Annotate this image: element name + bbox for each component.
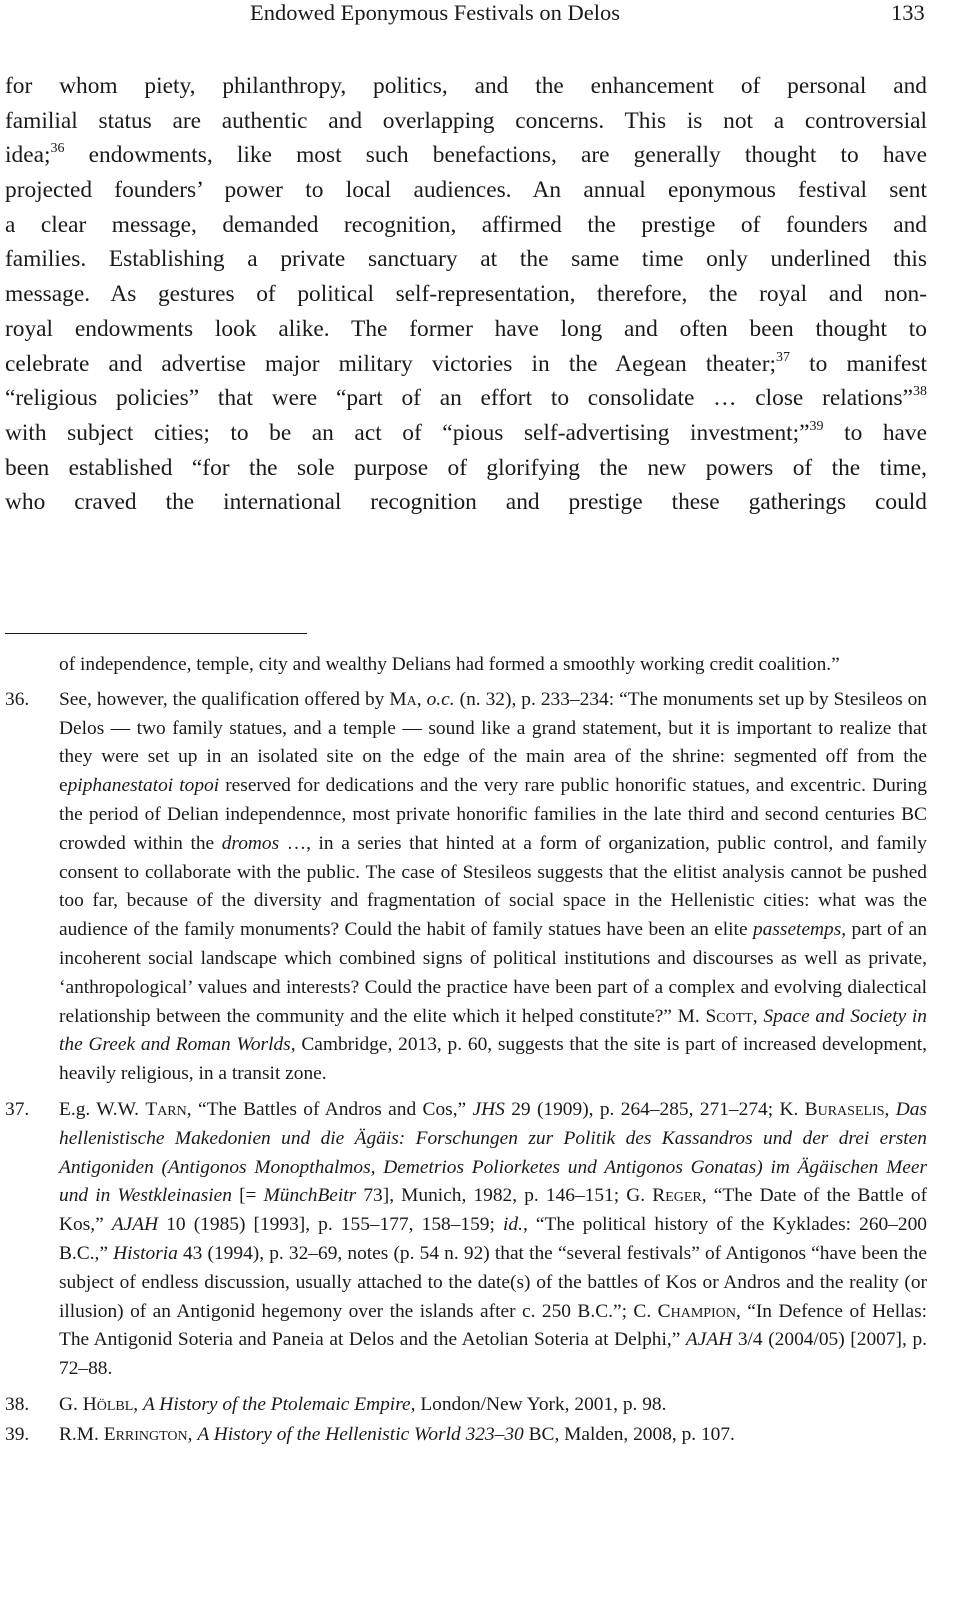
text-line: for whom piety, philanthropy, politics, and the enhancement of personal and bbox=[5, 73, 927, 99]
footnote-37: 37. E.g. W.W. Tarn, “The Battles of Andros and Cos,” JHS 29 (1909), p. 264–285, 271–274; K. Buraselis, Das hellenistische Makedonien und die Ägäis: Forschungen zur Politik des Kassandros und der drei ersten Antigoniden (Antigonos Monopthalmos, Demetrios Poliorketes und Antigonos Gonatas) im Ägäischen Meer und in Westkleinasien [= MünchBeitr 73], Munich, 1982, p. 146–151; G. Reger, “The Date of the Battle of Kos,” AJAH 10 (1985) [1993], p. 155–177, 158–159; id., “The political history of the Kyklades: 260–200 B.C.,” Historia 43 (1994), p. 32–69, notes (p. 54 n. 92) that the “several festivals” of Antigonos “have been the subject of endless discussion, usually attached to the date(s) of the battles of Kos or Andros and the reality (or illusion) of an Antigonid hegemony over the islands after c. 250 B.C.”; C. Champion, “In Defence of Hellas: The Antigonid Soteria and Paneia at Delos and the Aetolian Soteria at Delphi,” AJAH 3/4 (2004/05) [2007], p. 72–88. bbox=[5, 1096, 927, 1384]
text-line: royal endowments look alike. The former have long and often been thought to bbox=[5, 315, 927, 342]
text-line: familial status are authentic and overlapping concerns. This is not a controversial bbox=[5, 107, 927, 134]
footnote-number: 38. bbox=[5, 1393, 30, 1415]
text-line: a clear message, demanded recognition, affirmed the prestige of founders and bbox=[5, 211, 927, 238]
footnote-number: 36. bbox=[5, 688, 30, 710]
text-line: message. As gestures of political self-representation, therefore, the royal and non- bbox=[5, 281, 927, 308]
text-line: projected founders’ power to local audiences. An annual eponymous festival sent bbox=[5, 177, 927, 204]
text-line: celebrate and advertise major military victories in the Aegean theater;$^{37}$ to manifest bbox=[5, 349, 927, 377]
main-text bbox=[5, 69, 927, 520]
footnote-39: 39. R.M. Errington, A History of the Hellenistic World 323–30 BC, Malden, 2008, p. 107. bbox=[5, 1421, 927, 1450]
footnote-continuation: of independence, temple, city and wealthy Delians had formed a smoothly working credit coalition.” bbox=[59, 654, 840, 675]
footnote-ref: 36 bbox=[50, 141, 65, 157]
text-line: been established “for the sole purpose of glorifying the new powers of the time, bbox=[5, 454, 927, 481]
running-header bbox=[0, 0, 960, 26]
text-line: “religious policies” that were “part of an effort to consolidate … close relations”$^{38}$ bbox=[5, 384, 927, 412]
footnote-36: 36. See, however, the qualification offered by Ma, o.c. (n. 32), p. 233–234: “The monuments set up by Stesileos on Delos — two family statues, and a temple — sound like a grand statement, but it is important to realize that they were set up in an isolated site on the edge of the main area of the shrine: segmented off from the epiphanestatoi topoi reserved for dedications and the very rare public honorific statues, and excentric. During the period of Delian independennce, most private honorific families in the late third and second centuries BC crowded within the dromos …, in a series that hinted at a form of organization, public control, and family consent to collaborate with the public. The case of Stesileos suggests that the elitist analysis cannot be pushed too far, because of the diversity and fragmentation of social space in the Hellenistic cities: what was the audience of the family monuments? Could the habit of family statues have been an elite passetemps, part of an incoherent social landscape which combined signs of political institutions and discourses as well as private, ‘anthropological’ values and interests? Could the practice have been part of a complex and evolving dialectical relationship between the community and the elite which it helped constitute?” M. Scott, Space and Society in the Greek and Roman Worlds, Cambridge, 2013, p. 60, suggests that the site is part of increased development, heavily religious, in a transit zone. bbox=[5, 686, 927, 1089]
running-title: Endowed Eponymous Festivals on Delos bbox=[250, 0, 620, 25]
text-line: who craved the international recognition and prestige these gatherings could bbox=[5, 489, 927, 516]
text-line: idea;$^{36}$ endowments, like most such benefactions, are generally thought to have bbox=[5, 141, 927, 169]
footnotes bbox=[5, 651, 927, 1450]
page-number: 133 bbox=[891, 0, 925, 25]
footnote-38: 38. G. Hölbl, A History of the Ptolemaic Empire, London/New York, 2001, p. 98. bbox=[5, 1391, 927, 1420]
footnote-separator bbox=[5, 633, 307, 634]
footnote-ref: 37 bbox=[775, 349, 790, 365]
footnote-number: 37. bbox=[5, 1098, 30, 1120]
footnote-ref: 38 bbox=[913, 384, 927, 400]
footnote-number: 39. bbox=[5, 1423, 30, 1445]
footnote-ref: 39 bbox=[809, 418, 824, 434]
text-line: with subject cities; to be an act of “pious self-advertising investment;”$^{39}$ to have bbox=[5, 418, 928, 446]
text-line: families. Establishing a private sanctuary at the same time only underlined this bbox=[5, 246, 927, 273]
